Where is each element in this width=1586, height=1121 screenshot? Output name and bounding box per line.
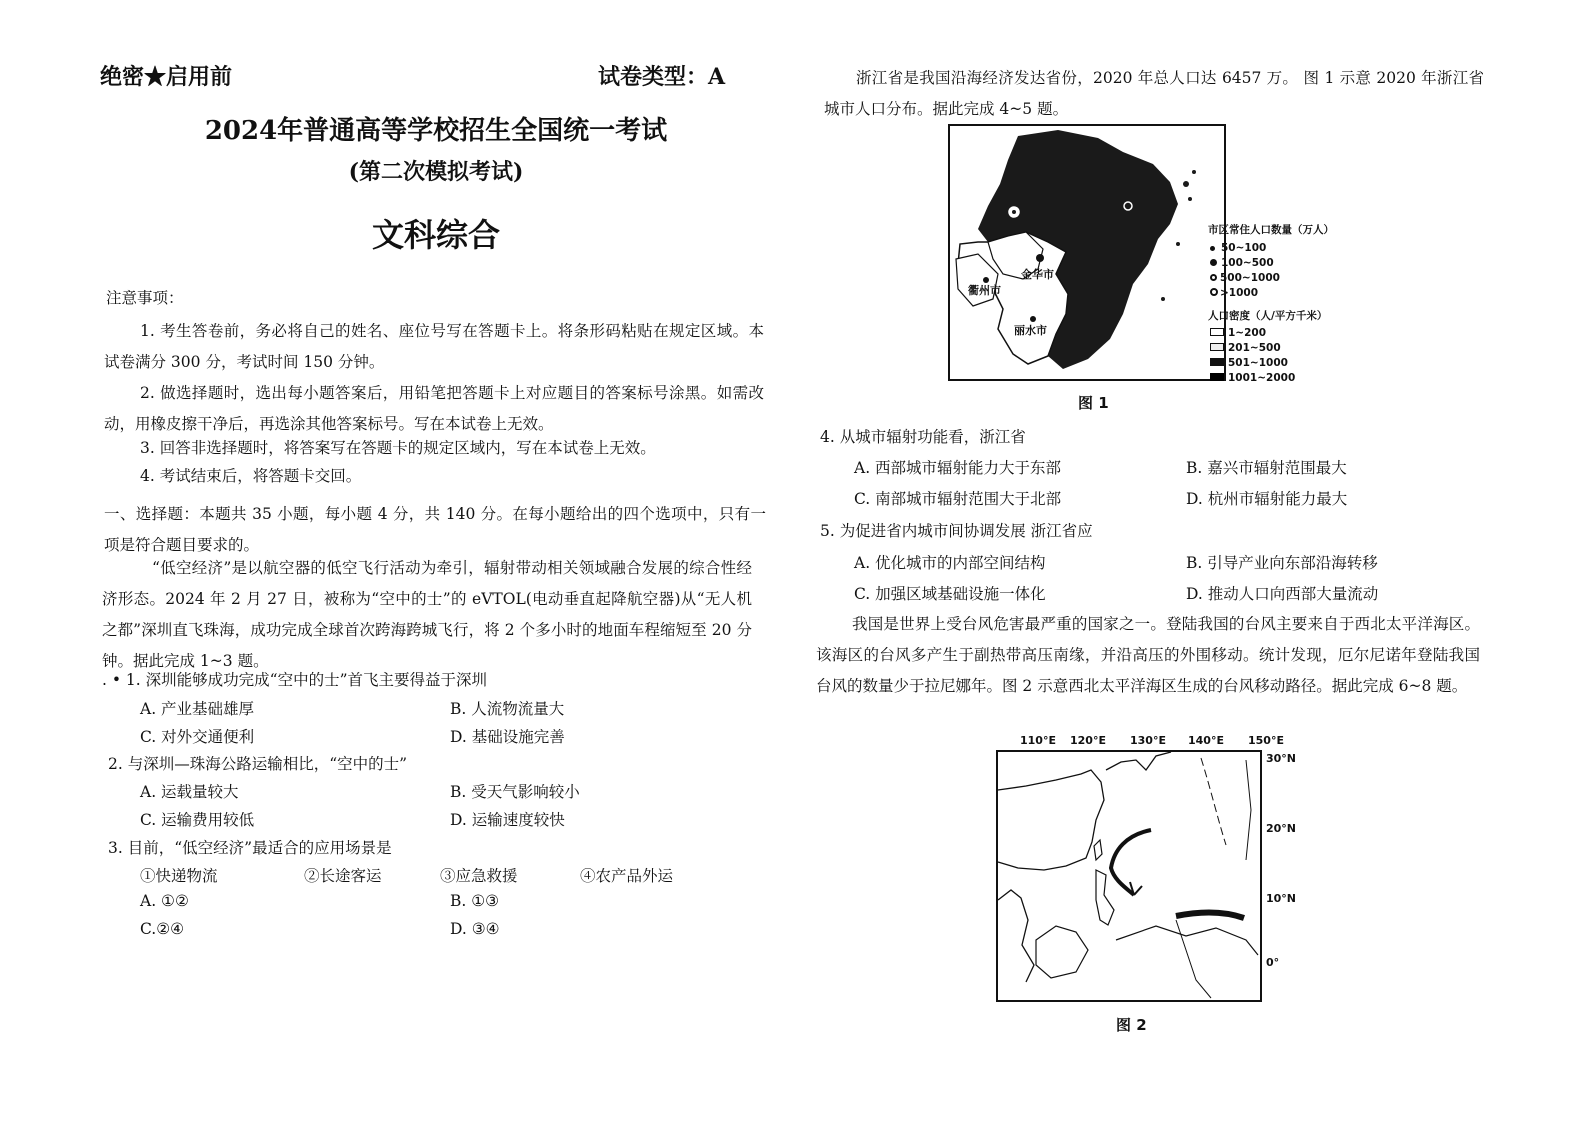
hangzhou-marker-dot bbox=[1012, 210, 1016, 214]
q2-option-a[interactable]: A. 运载量较大 bbox=[140, 783, 239, 801]
lon-label-110: 110°E bbox=[1020, 734, 1056, 747]
q4-option-d[interactable]: D. 杭州市辐射能力最大 bbox=[1186, 490, 1348, 508]
swatch-dark-icon bbox=[1210, 358, 1224, 366]
q2-option-c[interactable]: C. 运输费用较低 bbox=[140, 811, 255, 829]
note-item-2: 2. 做选择题时，选出每小题答案后，用铅笔把答题卡上对应题目的答案标号涂黑。如需改动，用橡皮擦干净后，再选涂其他答案标号。写在本试卷上无效。 bbox=[104, 384, 764, 433]
legend-density-title: 人口密度（人/平方千米） bbox=[1208, 310, 1328, 322]
q5-option-c[interactable]: C. 加强区域基础设施一体化 bbox=[854, 585, 1046, 603]
legend-pop-title: 市区常住人口数量（万人） bbox=[1208, 224, 1334, 236]
q3-statement-3: ③应急救援 bbox=[440, 867, 518, 885]
q2-option-d[interactable]: D. 运输速度较快 bbox=[450, 811, 565, 829]
q4-option-a[interactable]: A. 西部城市辐射能力大于东部 bbox=[854, 459, 1062, 477]
lon-label-150: 150°E bbox=[1248, 734, 1284, 747]
q1-option-a[interactable]: A. 产业基础雄厚 bbox=[140, 700, 255, 718]
city-label-jinhua: 金华市 bbox=[1021, 268, 1054, 281]
notes-heading: 注意事项： bbox=[106, 289, 184, 307]
q3-statement-2: ②长途客运 bbox=[304, 867, 382, 885]
island bbox=[1192, 170, 1196, 174]
small-dot-icon bbox=[1210, 246, 1215, 251]
section-intro: 一、选择题：本题共 35 小题，每小题 4 分，共 140 分。在每小题给出的四个选项中，只有一项是符合题目要求的。 bbox=[104, 505, 766, 554]
lon-label-140: 140°E bbox=[1188, 734, 1224, 747]
note-item-3: 3. 回答非选择题时，将答案写在答题卡的规定区域内，写在本试卷上无效。 bbox=[140, 439, 656, 457]
q3-option-a[interactable]: A. ①② bbox=[140, 892, 189, 910]
q3-statement-1: ①快递物流 bbox=[140, 867, 218, 885]
island bbox=[1176, 242, 1180, 246]
lowaltitude-passage: “低空经济”是以航空器的低空飞行活动为牵引，辐射带动相关领域融合发展的综合性经济形态。2024 年 2 月 27 日，被称为“空中的士”的 eVTOL(电动垂直起降航空器)从“无人机之都”深圳直飞珠海，成功完成全球首次跨海跨城飞行，将 2 个多小时的地面车程缩短至 20 分钟。据此完成 1~3 题。 bbox=[102, 559, 752, 670]
q5-option-d[interactable]: D. 推动人口向西部大量流动 bbox=[1186, 585, 1379, 603]
lat-label-20n: 20°N bbox=[1266, 822, 1297, 835]
q2-option-b[interactable]: B. 受天气影响较小 bbox=[450, 783, 580, 801]
legend-density-1: 1~200 bbox=[1210, 327, 1266, 339]
lat-label-10n: 10°N bbox=[1266, 892, 1297, 905]
lon-label-120: 120°E bbox=[1070, 734, 1106, 747]
lon-label-130: 130°E bbox=[1130, 734, 1166, 747]
q3-option-d[interactable]: D. ③④ bbox=[450, 920, 500, 938]
typhoon-passage: 我国是世界上受台风危害最严重的国家之一。登陆我国的台风主要来自于西北太平洋海区。该海区的台风多产生于副热带高压南缘，并沿高压的外围移动。统计发现，厄尔尼诺年登陆我国台风的数量少于拉尼娜年。图 2 示意西北太平洋海区生成的台风移动路径。据此完成 6~8 题。 bbox=[816, 615, 1480, 695]
legend-pop-1: 50~100 bbox=[1210, 242, 1266, 254]
q3-option-b[interactable]: B. ①③ bbox=[450, 892, 500, 910]
q4-option-b[interactable]: B. 嘉兴市辐射范围最大 bbox=[1186, 459, 1347, 477]
legend-density-3: 501~1000 bbox=[1210, 357, 1288, 369]
swatch-black-icon bbox=[1210, 373, 1224, 381]
note-item-1: 1. 考生答卷前，务必将自己的姓名、座位号写在答题卡上。将条形码粘贴在规定区域。本试卷满分 300 分，考试时间 150 分钟。 bbox=[104, 322, 764, 371]
island bbox=[1188, 197, 1192, 201]
city-label-quzhou: 衢州市 bbox=[968, 284, 1001, 297]
zhejiang-passage: 浙江省是我国沿海经济发达省份，2020 年总人口达 6457 万。 图 1 示意 2020 年浙江省城市人口分布。据此完成 4~5 题。 bbox=[824, 69, 1484, 118]
ring-icon bbox=[1210, 274, 1217, 281]
q1-option-c[interactable]: C. 对外交通便利 bbox=[140, 728, 255, 746]
subject-title: 文科综合 bbox=[371, 216, 500, 254]
jinhua-marker bbox=[1036, 254, 1044, 262]
zhejiang-map-svg bbox=[948, 124, 1228, 382]
q1-option-d[interactable]: D. 基础设施完善 bbox=[450, 728, 565, 746]
medium-dot-icon bbox=[1210, 259, 1217, 266]
q1-stem: . • 1. 深圳能够成功完成“空中的士”首飞主要得益于深圳 bbox=[102, 671, 487, 689]
secret-label: 绝密★启用前 bbox=[100, 64, 233, 90]
q5-option-a[interactable]: A. 优化城市的内部空间结构 bbox=[854, 554, 1046, 572]
q5-stem: 5. 为促进省内城市间协调发展 浙江省应 bbox=[820, 522, 1093, 540]
legend-pop-4: >1000 bbox=[1210, 287, 1258, 299]
swatch-white-icon bbox=[1210, 328, 1224, 336]
figure1-caption: 图 1 bbox=[1078, 394, 1109, 412]
q2-stem: 2. 与深圳—珠海公路运输相比，“空中的士” bbox=[108, 755, 408, 773]
left-column bbox=[96, 0, 771, 1121]
note-item-4: 4. 考试结束后，将答题卡交回。 bbox=[140, 467, 362, 485]
exam-title: 2024年普通高等学校招生全国统一考试 bbox=[204, 116, 668, 146]
right-column bbox=[816, 0, 1504, 1121]
city-label-lishui: 丽水市 bbox=[1014, 324, 1047, 337]
q4-stem: 4. 从城市辐射功能看，浙江省 bbox=[820, 428, 1026, 446]
paper-type-label: 试卷类型：A bbox=[598, 64, 726, 90]
island bbox=[1183, 181, 1189, 187]
q3-option-c[interactable]: C.②④ bbox=[140, 920, 185, 938]
typhoon-map-svg bbox=[996, 750, 1262, 1002]
q3-stem: 3. 目前，“低空经济”最适合的应用场景是 bbox=[108, 839, 392, 857]
legend-pop-3: 500~1000 bbox=[1210, 272, 1280, 284]
island bbox=[1161, 297, 1165, 301]
legend-density-4: 1001~2000 bbox=[1210, 372, 1295, 384]
lat-label-30n: 30°N bbox=[1266, 752, 1297, 765]
legend-pop-2: 100~500 bbox=[1210, 257, 1274, 269]
double-ring-icon bbox=[1210, 288, 1218, 296]
figure2-caption: 图 2 bbox=[1116, 1016, 1147, 1034]
lat-label-0: 0° bbox=[1266, 956, 1280, 969]
q4-option-c[interactable]: C. 南部城市辐射范围大于北部 bbox=[854, 490, 1062, 508]
typhoon-map bbox=[996, 750, 1262, 1002]
q5-option-b[interactable]: B. 引导产业向东部沿海转移 bbox=[1186, 554, 1378, 572]
zhejiang-map bbox=[948, 124, 1228, 382]
legend-density-2: 201~500 bbox=[1210, 342, 1281, 354]
q3-statement-4: ④农产品外运 bbox=[580, 867, 674, 885]
q1-option-b[interactable]: B. 人流物流量大 bbox=[450, 700, 565, 718]
swatch-light-icon bbox=[1210, 343, 1224, 351]
exam-subtitle: (第二次模拟考试) bbox=[348, 159, 524, 185]
